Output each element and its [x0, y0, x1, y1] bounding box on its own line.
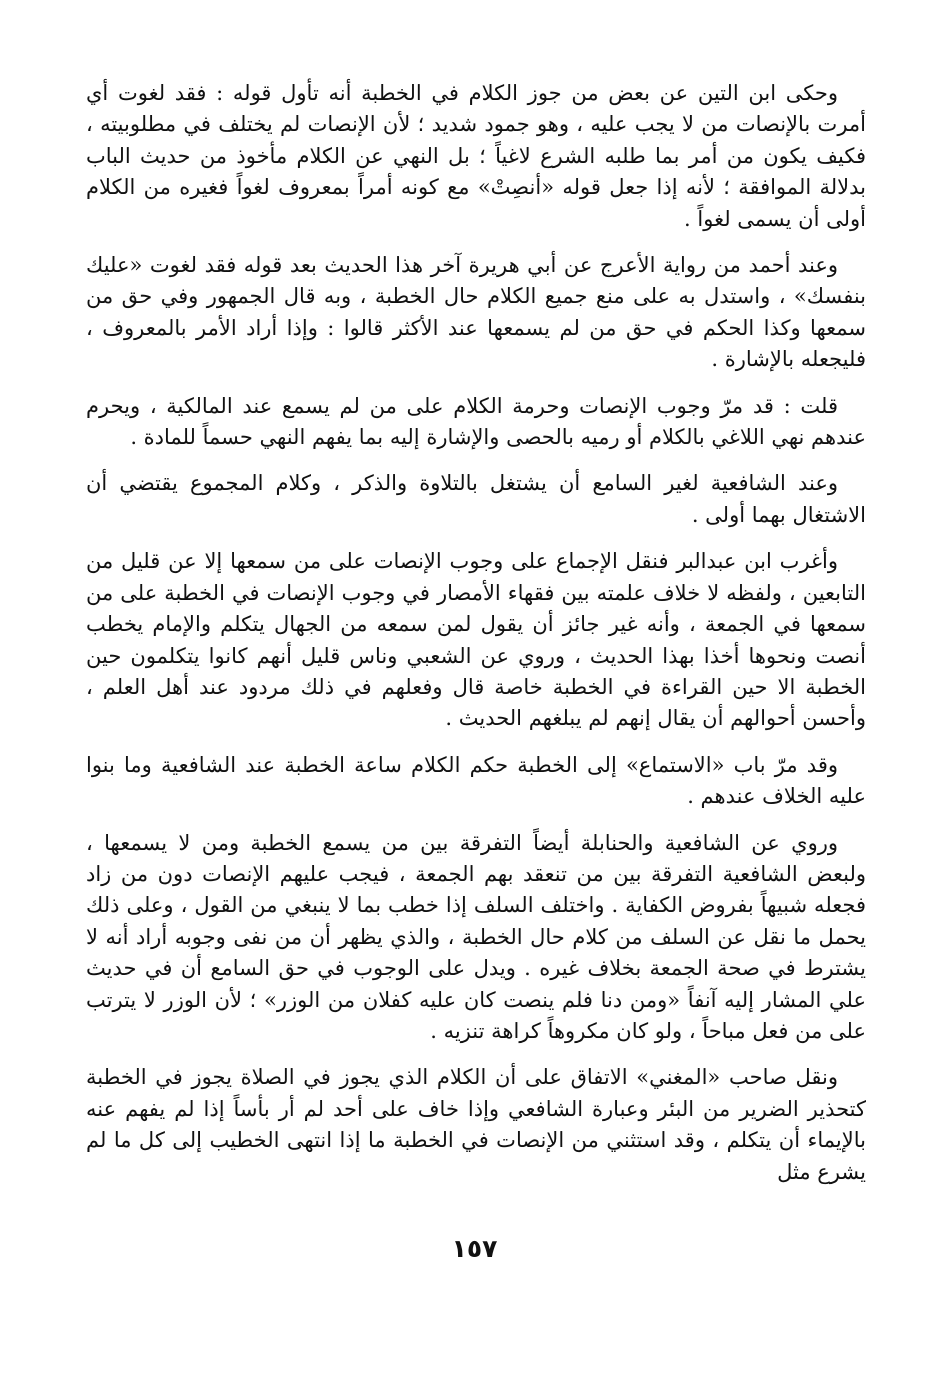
paragraph-5: وأغرب ابن عبدالبر فنقل الإجماع على وجوب الإنصات على من سمعها إلا عن قليل من التابعين ، ولفظه لا خلاف علمته بين فقهاء الأمصار في وجوب الإنصات في الخطبة على من سمعها في الجمعة ، وأنه غير جائز أن يقول لمن سمعه من الجهال يتكلم والإمام يخطب أنصت ونحوها أخذا بهذا الحديث ، وروي عن الشعبي وناس قليل أنهم كانوا يتكلمون حين الخطبة الا حين القراءة في الخطبة خاصة قال وفعلهم في ذلك مردود عند أهل العلم ، وأحسن أحوالهم أن يقال إنهم لم يبلغهم الحديث .	[86, 549, 866, 731]
paragraph-6: وقد مرّ باب «الاستماع» إلى الخطبة حكم الكلام ساعة الخطبة عند الشافعية وما بنوا عليه الخلاف عندهم .	[86, 752, 866, 809]
body-text	[86, 78, 866, 1188]
paragraph-4: وعند الشافعية لغير السامع أن يشتغل بالتلاوة والذكر ، وكلام المجموع يقتضي أن الاشتغال بهما أولى .	[86, 471, 866, 527]
paragraph-2: وعند أحمد من رواية الأعرج عن أبي هريرة آخر هذا الحديث بعد قوله فقد لغوت «عليك بنفسك» ، واستدل به على منع جميع الكلام حال الخطبة ، وبه قال الجمهور وفي حق من سمعها وكذا الحكم في حق من لم يسمعها عند الأكثر قالوا : وإذا أراد الأمر بالمعروف ، فليجعله بالإشارة .	[86, 253, 866, 372]
paragraph-8: ونقل صاحب «المغني» الاتفاق على أن الكلام الذي يجوز في الصلاة يجوز في الخطبة كتحذير الضرير من البئر وعبارة الشافعي وإذا خاف على أحد لم أر بأساً إذا لم يفهم عنه بالإيماء أن يتكلم ، وقد استثني من الإنصات في الخطبة ما إذا انتهى الخطيب إلى كل ما لم يشرع مثل	[86, 1065, 866, 1184]
paragraph-1: وحكى ابن التين عن بعض من جوز الكلام في الخطبة أنه تأول قوله : فقد لغوت أي أمرت بالإنصات من لا يجب عليه ، وهو جمود شديد ؛ لأن الإنصات لم يختلف في مطلوبيته ، فكيف يكون من أمر بما طلبه الشرع لاغياً ؛ بل النهي عن الكلام مأخوذ من حديث الباب بدلالة الموافقة ؛ لأنه إذا جعل قوله «أنصِتْ» مع كونه أمراً بمعروف لغواً فغيره من الكلام أولى أن يسمى لغواً .	[86, 81, 866, 231]
page-number: ١٥٧	[451, 1234, 498, 1263]
paragraph-7: وروي عن الشافعية والحنابلة أيضاً التفرقة بين من يسمع الخطبة ومن لا يسمعها ، ولبعض الشافعية التفرقة بين من تنعقد بهم الجمعة ، فيجب عليهم الإنصات دون من زاد فجعله شبيهاً بفروض الكفاية . واختلف السلف إذا خطب بما لا ينبغي من القول ، وعلى ذلك يحمل ما نقل عن السلف من كلام حال الخطبة ، والذي يظهر أن من نفى وجوبه أراد أنه لا يشترط في صحة الجمعة بخلاف غيره . ويدل على الوجوب في حق السامع أن في حديث علي المشار إليه آنفاً «ومن دنا فلم ينصت كان عليه كفلان من الوزر» ؛ لأن الوزر لا يترتب على من فعل مباحاً ، ولو كان مكروهاً كراهة تنزيه .	[86, 830, 866, 1043]
paragraph-3: قلت : قد مرّ وجوب الإنصات وحرمة الكلام على من لم يسمع عند المالكية ، ويحرم عندهم نهي اللاغي بالكلام أو رميه بالحصى والإشارة إليه بما يفهم النهي حسماً للمادة .	[86, 393, 866, 450]
